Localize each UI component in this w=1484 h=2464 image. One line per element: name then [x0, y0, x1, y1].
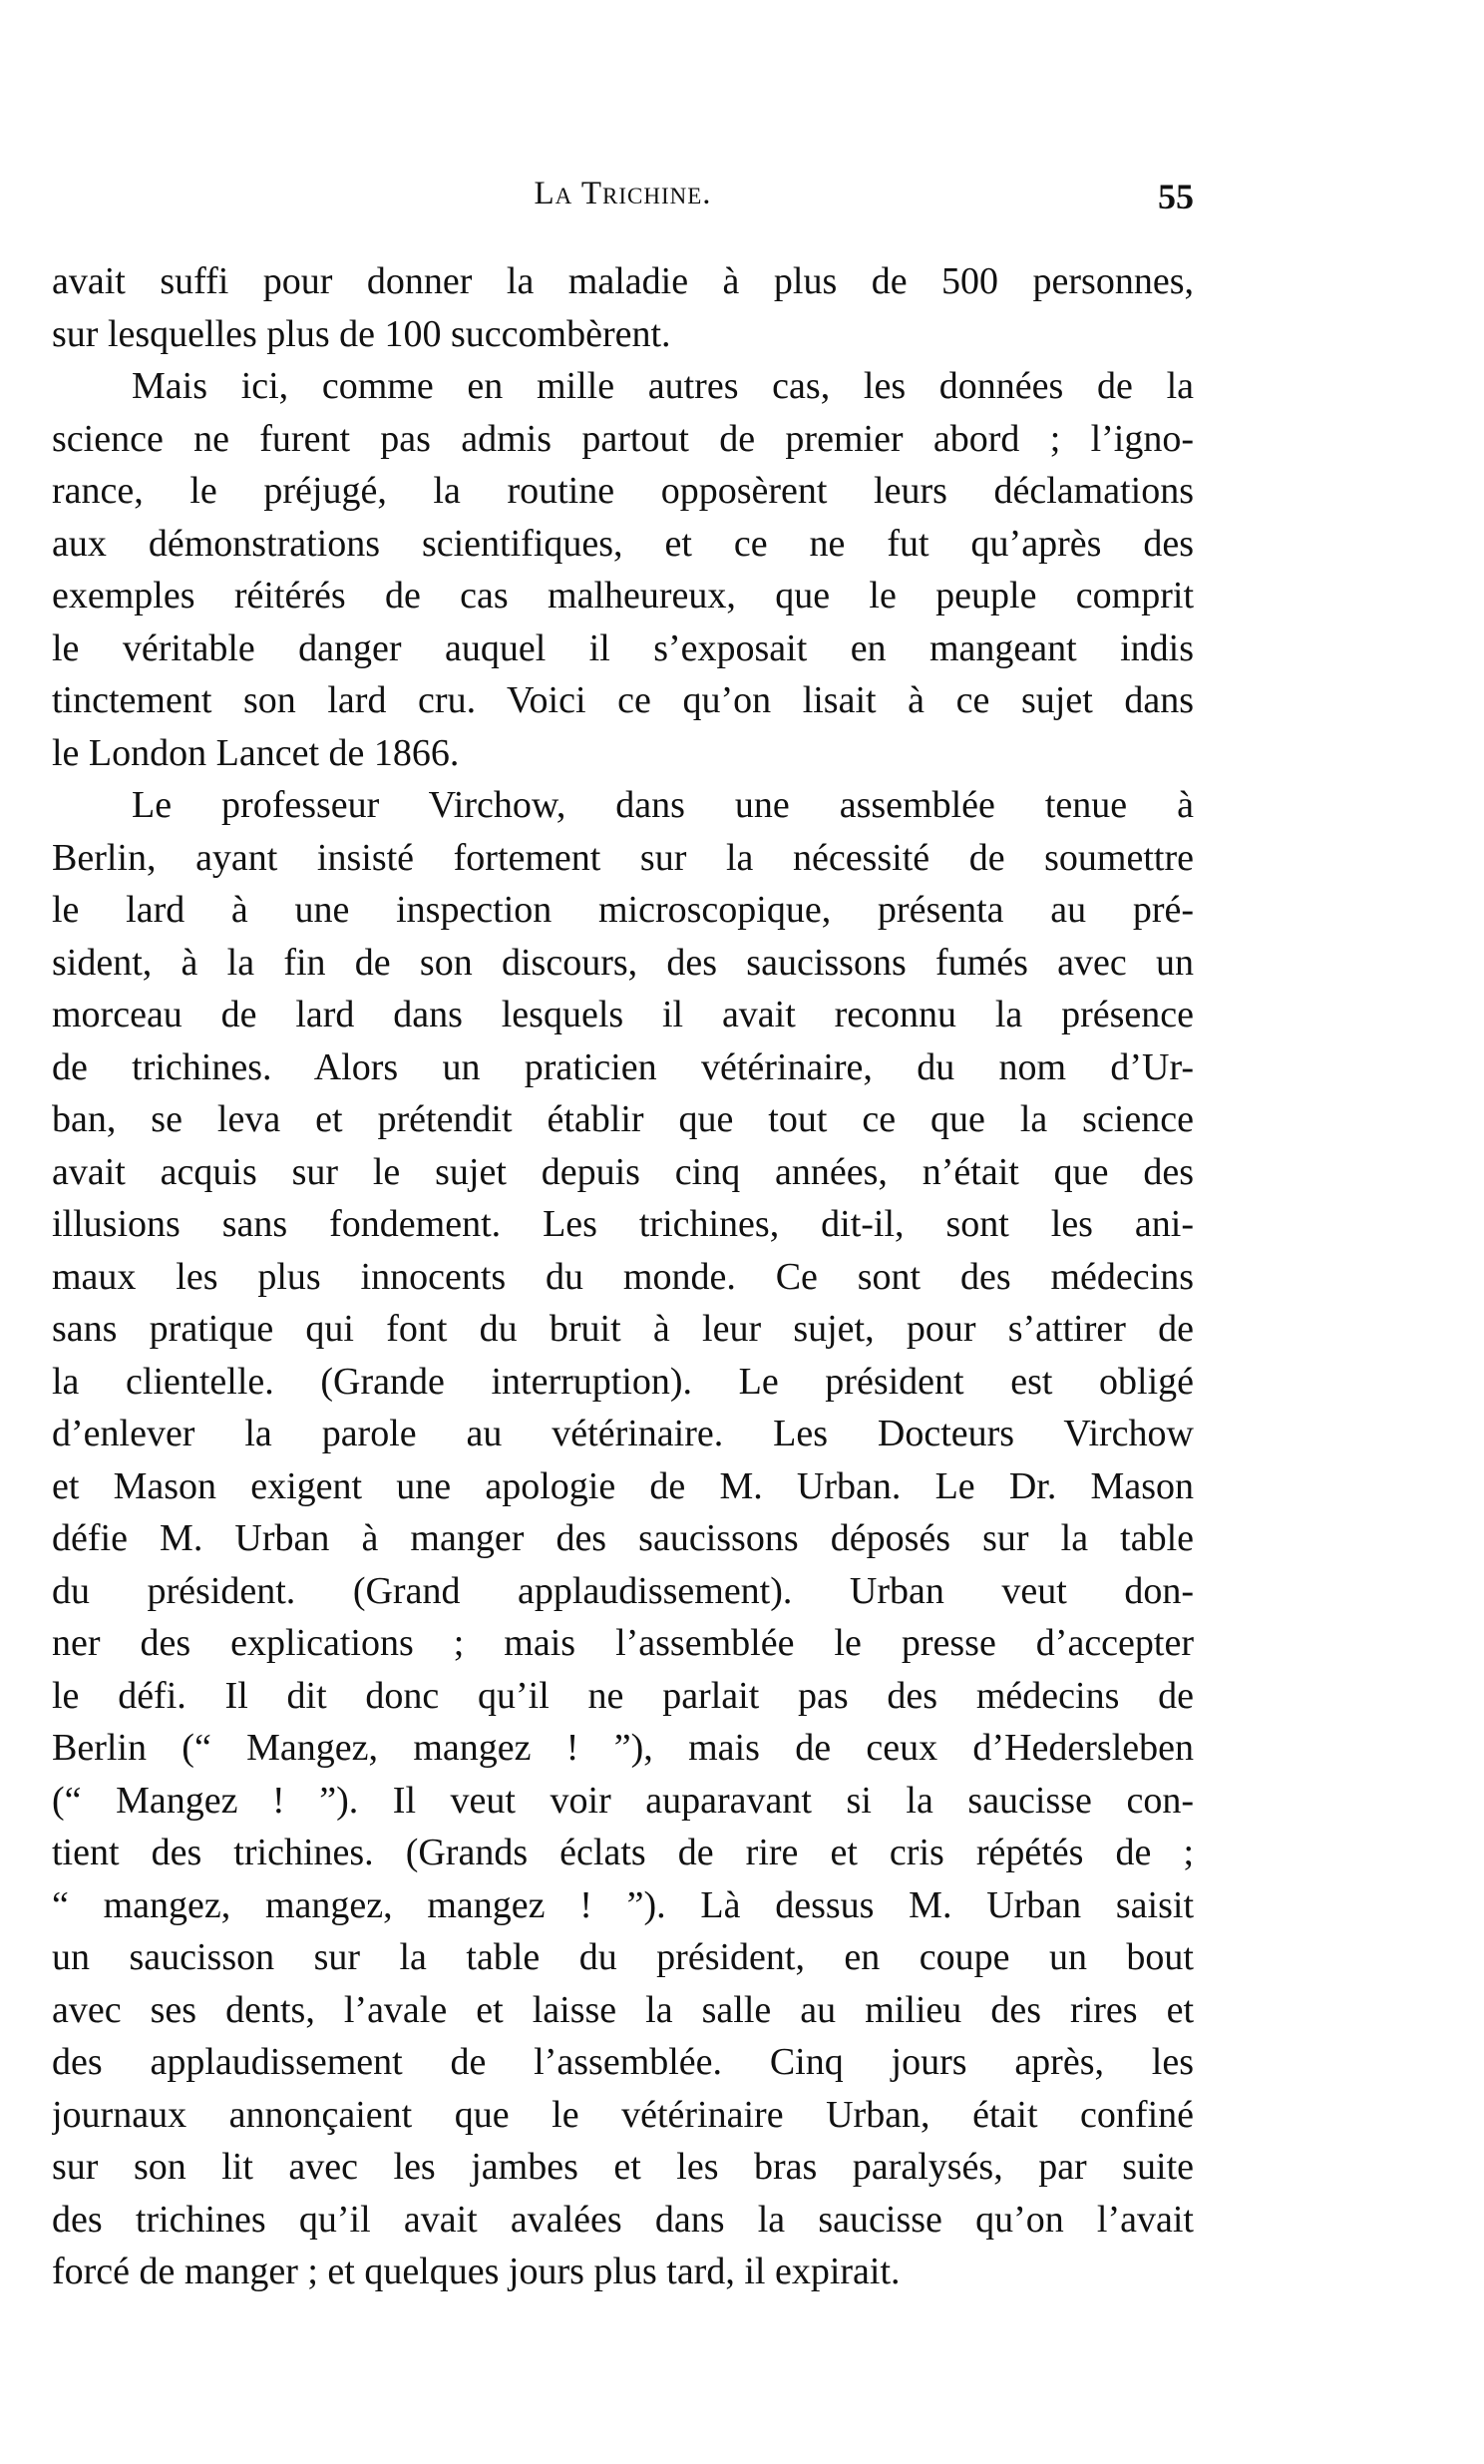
body-text — [52, 255, 1194, 2298]
text-line: Berlin (“ Mangez, mangez ! ”), mais de ceux d’Hedersleben — [52, 1727, 1194, 1769]
text-line: avait suffi pour donner la maladie à plus de 500 personnes, — [52, 260, 1194, 302]
text-line: sans pratique qui font du bruit à leur sujet, pour s’attirer de — [52, 1308, 1194, 1350]
text-line: le London Lancet de 1866. — [52, 731, 460, 774]
text-line: rance, le préjugé, la routine opposèrent leurs déclamations — [52, 470, 1194, 512]
text-line: sur son lit avec les jambes et les bras paralysés, par suite — [52, 2146, 1194, 2188]
text-line: Berlin, ayant insisté fortement sur la nécessité de soumettre — [52, 836, 1194, 879]
text-line: forcé de manger ; et quelques jours plus tard, il expirait. — [52, 2251, 901, 2292]
text-line: exemples réitérés de cas malheureux, que le peuple comprit — [52, 575, 1194, 616]
text-line: du président. (Grand applaudissement). Urban veut don- — [52, 1569, 1194, 1612]
text-line: science ne furent pas admis partout de premier abord ; l’igno- — [52, 417, 1194, 460]
text-line: tinctement son lard cru. Voici ce qu’on lisait à ce sujet dans — [52, 679, 1194, 721]
text-line: morceau de lard dans lesquels il avait reconnu la présence — [52, 994, 1194, 1035]
text-line: “ mangez, mangez, mangez ! ”). Là dessus M. Urban saisit — [52, 1883, 1194, 1926]
text-line: le véritable danger auquel il s’exposait en mangeant indis — [52, 626, 1194, 669]
text-line: sident, à la fin de son discours, des saucissons fumés avec un — [52, 941, 1194, 984]
text-line: ner des explications ; mais l’assemblée le presse d’accepter — [52, 1622, 1194, 1664]
text-line: illusions sans fondement. Les trichines, dit-il, sont les ani- — [52, 1203, 1194, 1245]
text-line: un saucisson sur la table du président, en coupe un bout — [52, 1936, 1194, 1978]
text-line: Mais ici, comme en mille autres cas, les données de la — [132, 365, 1194, 407]
text-line: tient des trichines. (Grands éclats de rire et cris répétés de ; — [52, 1832, 1194, 1873]
text-line: sur lesquelles plus de 100 succombèrent. — [52, 312, 671, 355]
text-line: de trichines. Alors un praticien vétérinaire, du nom d’Ur- — [52, 1045, 1194, 1088]
text-line: des applaudissement de l’assemblée. Cinq jours après, les — [52, 2041, 1194, 2083]
page-number: 55 — [1158, 177, 1194, 216]
text-line: le lard à une inspection microscopique, présenta au pré- — [52, 889, 1194, 931]
running-title: La Trichine. — [534, 176, 712, 211]
text-line: Le professeur Virchow, dans une assemblée tenue à — [132, 784, 1194, 826]
text-line: le défi. Il dit donc qu’il ne parlait pas des médecins de — [52, 1674, 1194, 1717]
text-line: et Mason exigent une apologie de M. Urban. Le Dr. Mason — [52, 1464, 1194, 1507]
text-line: aux démonstrations scientifiques, et ce ne fut qu’après des — [52, 522, 1194, 565]
text-line: défie M. Urban à manger des saucissons déposés sur la table — [52, 1517, 1194, 1559]
text-line: avec ses dents, l’avale et laisse la salle au milieu des rires et — [52, 1988, 1194, 2031]
text-line: des trichines qu’il avait avalées dans la saucisse qu’on l’avait — [52, 2198, 1194, 2241]
text-line: (“ Mangez ! ”). Il veut voir auparavant si la saucisse con- — [52, 1779, 1194, 1822]
text-line: maux les plus innocents du monde. Ce sont des médecins — [52, 1255, 1194, 1298]
running-head — [52, 176, 1194, 225]
text-line: la clientelle. (Grande interruption). Le président est obligé — [52, 1360, 1194, 1403]
text-line: ban, se leva et prétendit établir que tout ce que la science — [52, 1098, 1194, 1140]
text-line: avait acquis sur le sujet depuis cinq années, n’était que des — [52, 1150, 1194, 1193]
text-line: d’enlever la parole au vétérinaire. Les Docteurs Virchow — [52, 1413, 1194, 1454]
text-line: journaux annonçaient que le vétérinaire Urban, était confiné — [52, 2093, 1194, 2136]
